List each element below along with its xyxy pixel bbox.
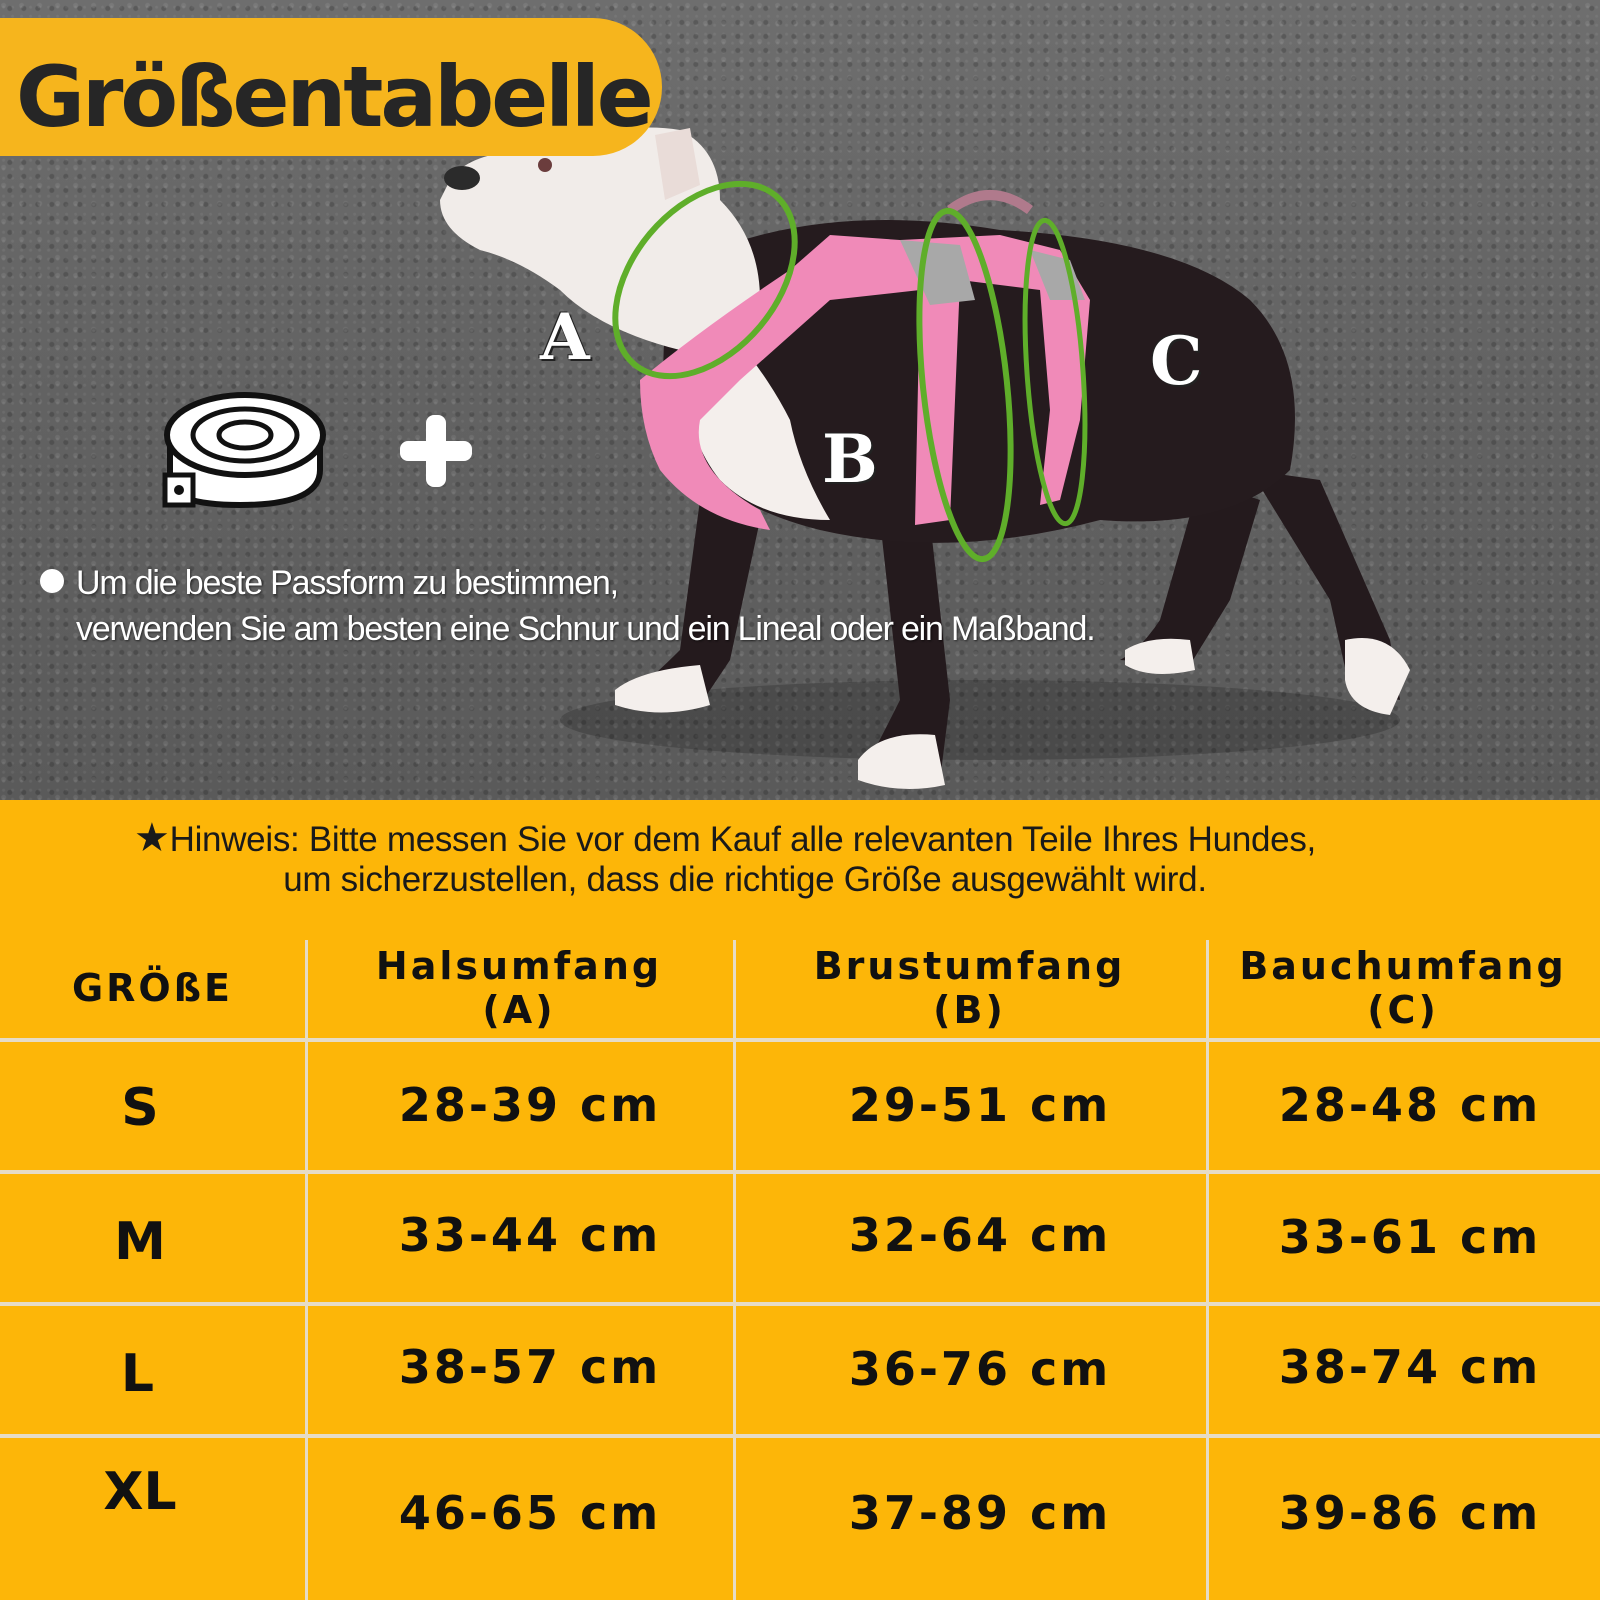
size-xl: XL	[103, 1462, 177, 1522]
row-divider	[0, 1170, 1600, 1174]
row-divider	[0, 1434, 1600, 1438]
label-b: B	[822, 420, 878, 498]
chest-l: 36-76 cm	[848, 1342, 1112, 1396]
header-chest	[733, 944, 1206, 1032]
star-icon: ★	[134, 816, 170, 860]
row-divider	[0, 1038, 1600, 1042]
neck-l: 38-57 cm	[398, 1340, 662, 1394]
header-size: GRÖßE	[71, 966, 234, 1010]
header-belly-label: Bauchumfang	[1239, 944, 1567, 988]
note-line-1: Hinweis: Bitte messen Sie vor dem Kauf alle relevanten Teile Ihres Hundes,	[169, 820, 1316, 859]
belly-s: 28-48 cm	[1278, 1078, 1542, 1132]
row-divider	[0, 1302, 1600, 1306]
chest-s: 29-51 cm	[848, 1078, 1112, 1132]
tip-line-2: verwenden Sie am besten eine Schnur und ein Lineal oder ein Maßband.	[76, 610, 1095, 648]
belly-l: 38-74 cm	[1278, 1340, 1542, 1394]
bullet-icon	[40, 569, 64, 593]
belly-xl: 39-86 cm	[1278, 1486, 1542, 1540]
header-chest-label: Brustumfang	[813, 944, 1126, 988]
chest-m: 32-64 cm	[848, 1208, 1112, 1262]
header-chest-code: (B)	[933, 988, 1006, 1032]
header-belly-code: (C)	[1367, 988, 1439, 1032]
label-c: C	[1150, 322, 1203, 400]
size-l: L	[120, 1344, 155, 1404]
page-title: Größentabelle	[16, 48, 651, 146]
label-a: A	[540, 300, 590, 375]
tape-measure-icon	[165, 395, 323, 505]
plus-icon	[400, 415, 472, 487]
note	[0, 818, 1600, 900]
size-m: M	[114, 1212, 166, 1272]
neck-s: 28-39 cm	[398, 1078, 662, 1132]
size-table	[0, 940, 1600, 1600]
chest-xl: 37-89 cm	[848, 1486, 1112, 1540]
tip-line-1: Um die beste Passform zu bestimmen,	[76, 564, 618, 602]
measuring-tip	[40, 560, 1094, 652]
header-neck	[305, 944, 733, 1032]
header-neck-code: (A)	[482, 988, 556, 1032]
neck-m: 33-44 cm	[398, 1208, 662, 1262]
title-banner	[0, 18, 662, 156]
belly-m: 33-61 cm	[1278, 1210, 1542, 1264]
neck-xl: 46-65 cm	[398, 1486, 662, 1540]
header-belly	[1206, 944, 1600, 1032]
header-neck-label: Halsumfang	[375, 944, 663, 988]
note-line-2: um sicherzustellen, dass die richtige Größe ausgewählt wird.	[283, 860, 1207, 899]
size-s: S	[121, 1078, 159, 1138]
